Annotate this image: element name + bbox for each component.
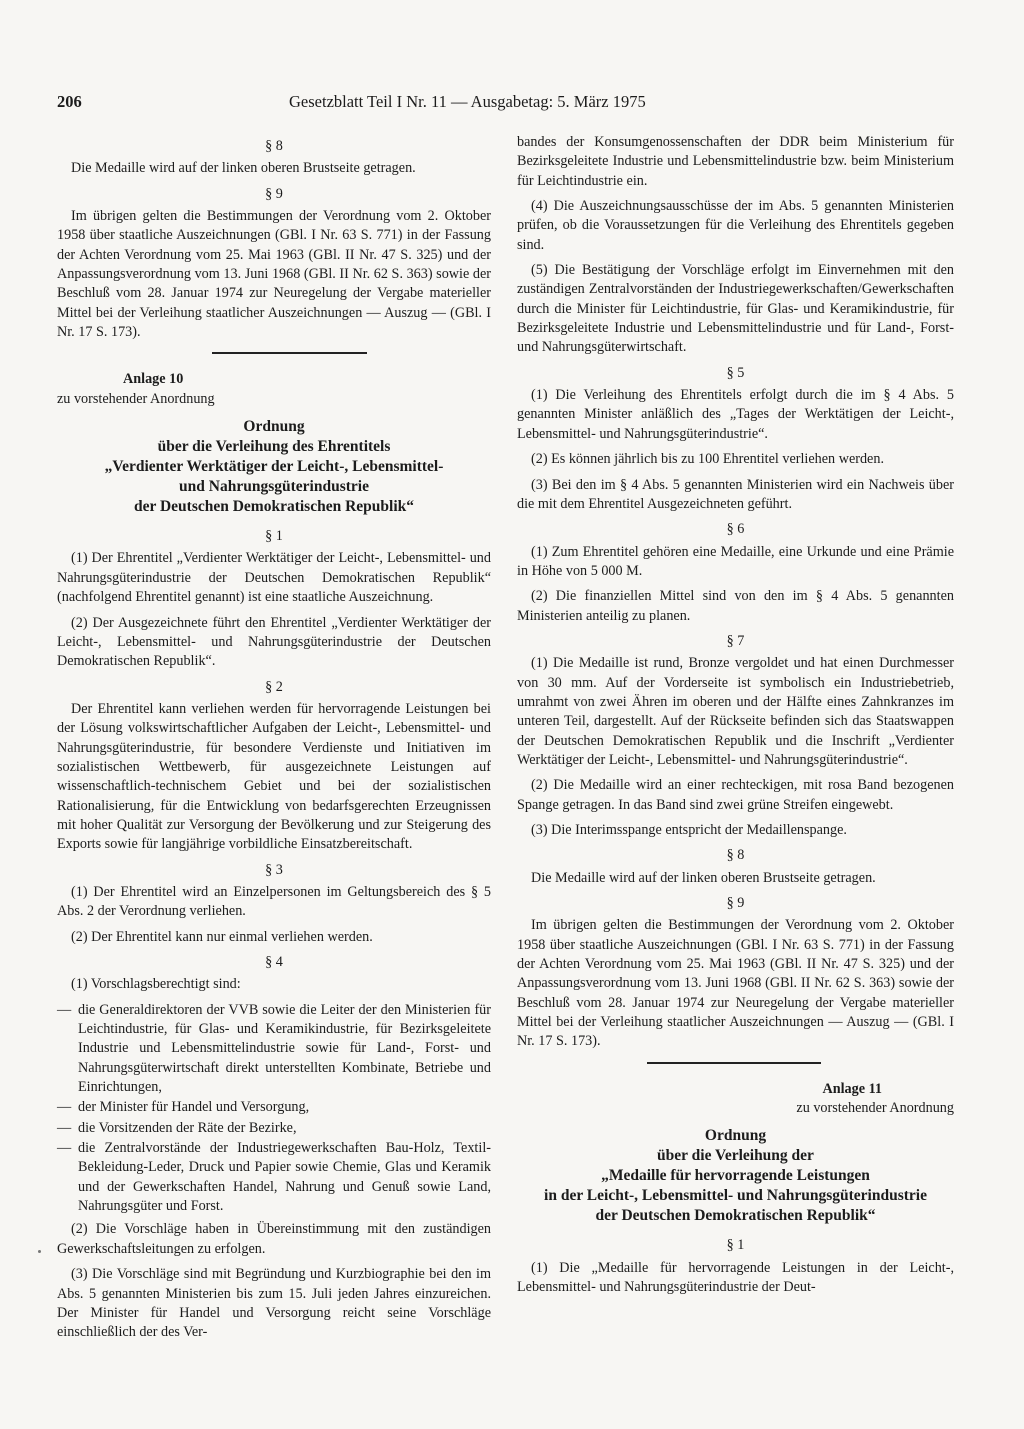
paragraph: (5) Die Bestätigung der Vorschläge erfolgt im Einvernehmen mit den zuständigen Zentralvorständen der Industriegewerkschaften/Gewerkschaften durch die Minister für Leichtindustrie, für Glas- und Keramikindustrie, für Bezirksgeleitete Industrie und Lebensmittelindustrie und für Land-, Forst- und Nahrungsgüterwirtschaft. bbox=[517, 262, 954, 356]
paragraph: Im übrigen gelten die Bestimmungen der Verordnung vom 2. Oktober 1958 über staatliche Auszeichnungen (GBl. I Nr. 63 S. 771) in der Fassung der Achten Verordnung vom 25. Mai 1963 (GBl. II Nr. 47 S. 325) und der Anpassungsverordnung vom 13. Juni 1968 (GBl. II Nr. 62 S. 363) sowie der Beschluß vom 28. Januar 1974 zur Neuregelung der Vergabe materieller Mittel bei der Verleihung staatlicher Auszeichnungen — Auszug — (GBl. I Nr. 17 S. 173). bbox=[517, 917, 954, 1050]
section-heading: § 1 bbox=[265, 528, 283, 545]
paragraph: (3) Die Vorschläge sind mit Begründung und Kurzbiographie bei den im Abs. 5 genannten Ministerien bis zum 15. Juli jeden Jahres einzureichen. Der Minister für Handel und Versorgung reicht seine Vorschläge einschließlich der des Ver- bbox=[57, 1266, 491, 1341]
paragraph: (2) Die Vorschläge haben in Übereinstimmung mit den zuständigen Gewerkschaftsleitungen zu erfolgen. bbox=[57, 1221, 491, 1257]
scan-speck bbox=[38, 1250, 41, 1253]
list-item bbox=[57, 1001, 491, 1098]
paragraph: (1) Zum Ehrentitel gehören eine Medaille, eine Urkunde und eine Prämie in Höhe von 5 000 M. bbox=[517, 543, 954, 579]
paragraph: (2) Die finanziellen Mittel sind von den im § 4 Abs. 5 genannten Ministerien anteilig zu planen. bbox=[517, 588, 954, 624]
section-heading: § 1 bbox=[726, 1237, 745, 1254]
list-item-text: der Minister für Handel und Versorgung, bbox=[78, 1099, 310, 1116]
section-heading: § 5 bbox=[726, 364, 745, 381]
paragraph: (2) Der Ehrentitel kann nur einmal verliehen werden. bbox=[71, 928, 373, 945]
title-line: in der Leicht-, Lebensmittel- und Nahrungsgüterindustrie bbox=[544, 1187, 927, 1205]
annex-label: Anlage 10 bbox=[123, 371, 184, 388]
dash-marker: — bbox=[57, 1119, 72, 1136]
divider-rule bbox=[212, 352, 367, 354]
paragraph: (1) Der Ehrentitel wird an Einzelpersonen im Geltungsbereich des § 5 Abs. 2 der Verordnung verliehen. bbox=[57, 883, 491, 920]
paragraph: (3) Die Interimsspange entspricht der Medaillenspange. bbox=[531, 822, 847, 838]
ordinance-title bbox=[517, 1126, 954, 1226]
paragraph: (4) Die Auszeichnungsausschüsse der im Abs. 5 genannten Ministerien prüfen, ob die Voraussetzungen für die Verleihung des Ehrentitels gegeben sind. bbox=[517, 198, 954, 253]
list-item bbox=[57, 1139, 491, 1216]
paragraph: Im übrigen gelten die Bestimmungen der Verordnung vom 2. Oktober 1958 über staatliche Auszeichnungen (GBl. I Nr. 63 S. 771) in der Fassung der Achten Verordnung vom 25. Mai 1963 (GBl. II Nr. 47 S. 325) und der Anpassungsverordnung vom 13. Juni 1968 (GBl. II Nr. 62 S. 363) sowie der Beschluß vom 28. Januar 1974 zur Neuregelung der Vergabe materieller Mittel bei der Verleihung staatlicher Auszeichnungen — Auszug — (GBl. I Nr. 17 S. 173). bbox=[57, 208, 491, 341]
section-heading: § 2 bbox=[265, 678, 283, 695]
page-number: 206 bbox=[57, 92, 82, 111]
left-column bbox=[57, 133, 491, 1349]
title-line: der Deutschen Demokratischen Republik“ bbox=[595, 1207, 876, 1225]
paragraph: (2) Der Ausgezeichnete führt den Ehrentitel „Verdienter Werktätiger der Leicht-, Lebensmittel- und Nahrungsgüterindustrie der Deutschen Demokratischen Republik“. bbox=[57, 614, 491, 670]
dash-marker: — bbox=[57, 1099, 72, 1116]
paragraph: Die Medaille wird auf der linken oberen Brustseite getragen. bbox=[531, 869, 876, 886]
paragraph: (1) Die Verleihung des Ehrentitels erfolgt durch die im § 4 Abs. 5 genannten Minister anläßlich des „Tages der Werktätigen der Leicht-, Lebensmittel- und Nahrungsgüterindustrie“. bbox=[517, 387, 954, 442]
title-line: „Verdienter Werktätiger der Leicht-, Lebensmittel- bbox=[104, 458, 444, 476]
list-item-text: die Vorsitzenden der Räte der Bezirke, bbox=[78, 1119, 297, 1136]
paragraph: Die Medaille wird auf der linken oberen Brustseite getragen. bbox=[71, 160, 416, 177]
ordinance-title bbox=[57, 417, 491, 517]
section-heading: § 4 bbox=[265, 954, 283, 970]
title-line: Ordnung bbox=[243, 418, 305, 436]
list-item-text: die Generaldirektoren der VVB sowie die Leiter der den Ministerien für Leichtindustrie, für Glas- und Keramikindustrie, für Bezirksgeleitete Industrie und Lebensmittelindustrie sowie für Land-, Forst- und Nahrungsgüterwirtschaft direkt unterstellten Kombinate, Betriebe und Einrichtungen, bbox=[78, 1001, 491, 1096]
dash-marker: — bbox=[57, 1140, 72, 1157]
running-title: Gesetzblatt Teil I Nr. 11 — Ausgabetag: 5. März 1975 bbox=[289, 92, 646, 111]
paragraph: (1) Vorschlagsberechtigt sind: bbox=[71, 976, 241, 993]
page-header bbox=[57, 92, 957, 120]
paragraph: (2) Die Medaille wird an einer rechteckigen, mit rosa Band bezogenen Spange getragen. In das Band sind zwei grüne Streifen eingewebt. bbox=[517, 777, 954, 813]
list-item bbox=[57, 1119, 491, 1138]
section-heading: § 9 bbox=[265, 185, 283, 202]
title-line: der Deutschen Demokratischen Republik“ bbox=[133, 498, 414, 516]
divider-rule bbox=[647, 1062, 821, 1064]
section-heading: § 8 bbox=[726, 847, 745, 864]
section-heading: § 6 bbox=[726, 521, 745, 538]
proposer-list bbox=[57, 1001, 491, 1217]
title-line: und Nahrungsgüterindustrie bbox=[179, 478, 369, 496]
annex-subtitle: zu vorstehender Anordnung bbox=[57, 390, 215, 407]
title-line: über die Verleihung der bbox=[657, 1147, 814, 1165]
list-item bbox=[57, 1098, 491, 1117]
section-heading: § 8 bbox=[265, 138, 283, 154]
title-line: Ordnung bbox=[704, 1127, 767, 1145]
paragraph: (1) Die Medaille ist rund, Bronze vergoldet und hat einen Durchmesser von 30 mm. Auf der Vorderseite ist symbolisch ein Industriebetrieb, umrahmt von zwei Ähren im oberen und der Hälfte eines Zahnkranzes im unteren Teil, dargestellt. Auf der Rückseite befinden sich das Staatswappen der Deutschen Demokratischen Republik und die Inschrift „Verdienter Werktätiger der Leicht-, Lebensmittel- und Nahrungsgüterindustrie“. bbox=[517, 655, 954, 768]
paragraph: (3) Bei den im § 4 Abs. 5 genannten Ministerien wird ein Nachweis über die mit dem Ehrentitel Ausgezeichneten geführt. bbox=[517, 476, 954, 512]
section-heading: § 9 bbox=[726, 895, 745, 912]
paragraph: (2) Es können jährlich bis zu 100 Ehrentitel verliehen werden. bbox=[531, 451, 884, 468]
section-heading: § 3 bbox=[265, 861, 283, 878]
section-heading: § 7 bbox=[726, 632, 745, 649]
title-line: über die Verleihung des Ehrentitels bbox=[157, 438, 391, 456]
annex-label: Anlage 11 bbox=[822, 1080, 882, 1097]
paragraph: (1) Die „Medaille für hervorragende Leistungen in der Leicht-, Lebensmittel- und Nahrungsgüterindustrie der Deut- bbox=[517, 1259, 954, 1296]
right-column bbox=[517, 133, 954, 1304]
paragraph: (1) Der Ehrentitel „Verdienter Werktätiger der Leicht-, Lebensmittel- und Nahrungsgüterindustrie der Deutschen Demokratischen Republik“ (nachfolgend Ehrentitel genannt) ist eine staatliche Auszeichnung. bbox=[57, 550, 491, 606]
list-item-text: die Zentralvorstände der Industriegewerkschaften Bau-Holz, Textil-Bekleidung-Leder, Druck und Papier sowie Chemie, Glas und Keramik und der Gewerkschaften Handel, Nahrung und Genuß sowie Land, Nahrungsgüter und Forst. bbox=[78, 1140, 491, 1215]
annex-subtitle: zu vorstehender Anordnung bbox=[796, 1100, 954, 1117]
title-line: „Medaille für hervorragende Leistungen bbox=[601, 1167, 870, 1185]
paragraph: Der Ehrentitel kann verliehen werden für hervorragende Leistungen bei der Lösung volkswirtschaftlicher Aufgaben der Leicht-, Lebensmittel- und Nahrungsgüterindustrie, für besondere Verdienste und Initiativen im sozialistischen Wettbewerb, für ausgezeichnete Leistungen auf wissenschaftlich-technischem Gebiet und bei der sozialistischen Rationalisierung, für die Entwicklung von bedarfsgerechten Erzeugnissen mit hoher Qualität zur Versorgung der Bevölkerung und zur Steigerung des Exports sowie für langjährige vorbildliche Einsatzbereitschaft. bbox=[57, 700, 491, 853]
dash-marker: — bbox=[57, 1001, 72, 1018]
paragraph: bandes der Konsumgenossenschaften der DDR beim Ministerium für Bezirksgeleitete Industrie und Lebensmittelindustrie bzw. beim Ministerium für Leichtindustrie ein. bbox=[517, 134, 954, 189]
